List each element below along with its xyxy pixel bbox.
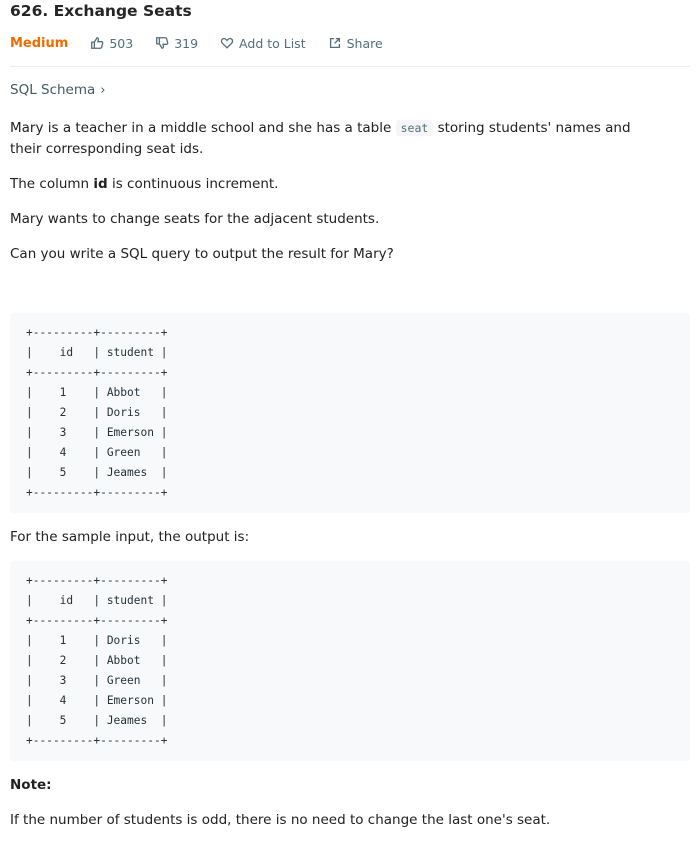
code-line: | id | student | [26,346,168,359]
like-button[interactable] [90,36,133,51]
code-line: | 1 | Doris | [26,634,168,647]
add-to-list-label: Add to List [239,35,306,51]
sql-schema-label: SQL Schema [10,82,96,98]
sample-output-code-block [10,561,690,761]
bold-id: id [93,176,108,192]
sql-schema-link[interactable] [10,82,106,98]
description-paragraph: Can you write a SQL query to output the result for Mary? [10,246,394,262]
description-paragraph: Mary wants to change seats for the adjacent students. [10,211,380,227]
dislike-button[interactable] [155,36,198,51]
share-icon [328,36,342,50]
note-heading: Note: [10,777,52,793]
code-line: | 3 | Green | [26,674,168,687]
like-count: 503 [109,35,134,51]
code-line: +---------+---------+ [26,574,168,587]
code-line: | 4 | Emerson | [26,694,168,707]
code-line: +---------+---------+ [26,366,168,379]
code-line: +---------+---------+ [26,486,168,499]
difficulty-badge: Medium [10,35,69,51]
description-paragraph: For the sample input, the output is: [10,529,250,545]
thumbs-up-icon [90,36,104,50]
code-line: | 2 | Doris | [26,406,168,419]
share-button[interactable] [328,36,383,51]
description-text: is continuous increment. [107,176,279,192]
code-line: | 4 | Green | [26,446,168,459]
description-text: storing students' names and their corresponding seat ids. [10,120,631,157]
heart-icon [220,36,234,50]
code-line: | 5 | Jeames | [26,466,168,479]
problem-meta-bar [10,33,405,53]
code-line: | 3 | Emerson | [26,426,168,439]
code-line: | 2 | Abbot | [26,654,168,667]
description-text: The column [10,176,94,192]
code-line: +---------+---------+ [26,614,168,627]
add-to-list-button[interactable] [220,36,306,51]
description-paragraph [10,174,650,195]
description-paragraph [10,118,650,160]
description-text: Mary is a teacher in a middle school and she has a table [10,120,396,136]
thumbs-down-icon [155,36,169,50]
problem-title: 626. Exchange Seats [10,2,192,20]
chevron-right-icon: › [100,82,106,98]
code-line: +---------+---------+ [26,326,168,339]
header-divider [10,66,690,67]
dislike-count: 319 [174,35,199,51]
inline-code-seat: seat [396,120,434,136]
share-label: Share [346,35,383,51]
description-paragraph: If the number of students is odd, there is no need to change the last one's seat. [10,812,551,828]
code-line: +---------+---------+ [26,734,168,747]
code-line: | 1 | Abbot | [26,386,168,399]
code-line: | id | student | [26,594,168,607]
code-line: | 5 | Jeames | [26,714,168,727]
sample-input-code-block [10,313,690,513]
